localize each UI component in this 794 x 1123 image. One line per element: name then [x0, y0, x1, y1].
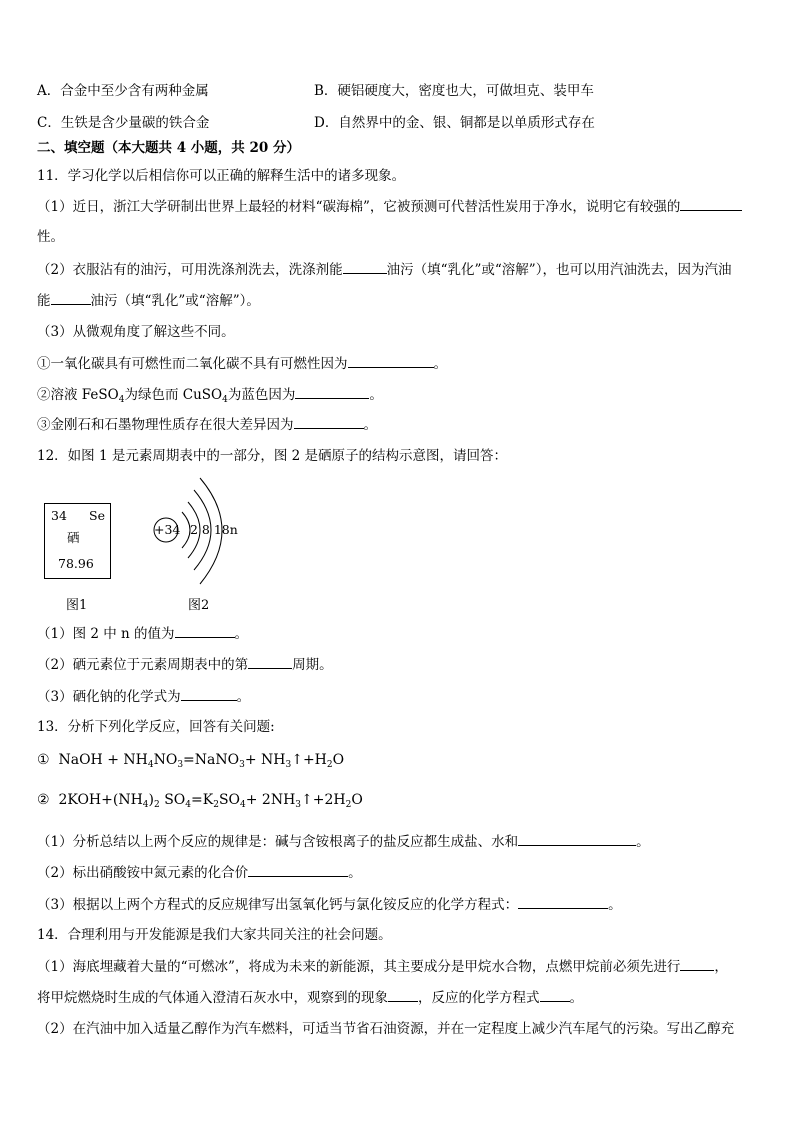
option-c: C．生铁是含少量碳的铁合金 — [37, 115, 210, 131]
eq-number: ② — [37, 792, 50, 808]
period: 。 — [636, 834, 650, 850]
eq-part: O — [332, 752, 345, 768]
eq-part: ↑+H — [291, 752, 327, 768]
q12-part3 — [37, 686, 250, 707]
subscript: 2 — [345, 800, 352, 810]
periodic-table-cell — [44, 503, 111, 579]
period: 。 — [234, 626, 249, 642]
eq-part: + 2NH — [245, 792, 296, 808]
q14-part1-text-c: ，反应的化学方程式 — [418, 990, 540, 1006]
atomic-number: 34 — [51, 508, 67, 523]
period: 。 — [363, 417, 377, 433]
equation-1 — [37, 752, 344, 770]
electron-shell-1 — [182, 512, 190, 548]
eq-number: ① — [37, 752, 50, 768]
q11-sub3-text: ③金刚石和石墨物理性质存在很大差异因为 — [37, 417, 294, 433]
option-a: A．合金中至少含有两种金属 — [37, 83, 209, 99]
q13-part2-text: （2）标出硝酸铵中氮元素的化合价 — [37, 865, 249, 881]
subscript: 3 — [295, 800, 302, 810]
q11-sub2 — [37, 384, 383, 410]
subscript: 4 — [185, 800, 191, 810]
answer-blank[interactable] — [248, 862, 348, 877]
eq-part: NO — [153, 752, 178, 768]
q11-sub3 — [37, 414, 377, 435]
answer-blank[interactable] — [248, 654, 292, 669]
answer-blank[interactable] — [295, 384, 369, 399]
q11-part2-text-c: 能 — [37, 293, 51, 309]
q13-stem: 13．分析下列化学反应，回答有关问题: — [37, 719, 275, 735]
q11-sub1 — [37, 353, 447, 374]
eq-part: SO — [218, 792, 241, 808]
q11-sub2-text-a: ②溶液 FeSO — [37, 387, 119, 403]
period: 。 — [433, 356, 447, 372]
q14-part1-text-b: 将甲烷燃烧时生成的气体通入澄清石灰水中，观察到的现象 — [37, 990, 388, 1006]
q11-sub1-text: ①一氧化碳具有可燃性而二氧化碳不具有可燃性因为 — [37, 356, 348, 372]
q11-part1 — [37, 196, 742, 217]
q11-part2-text-d: 油污（填“乳化”或“溶解”）。 — [90, 293, 260, 309]
q14-part1-cont — [37, 987, 583, 1008]
subscript: 2 — [154, 800, 160, 810]
eq-part: =NaNO — [183, 752, 240, 768]
period: 。 — [369, 387, 383, 403]
q11-sub2-text-c: 为蓝色因为 — [227, 387, 296, 403]
answer-blank[interactable] — [343, 259, 387, 274]
q12-part2-text-a: （2）硒元素位于元素周期表中的第 — [37, 657, 249, 673]
q12-part1 — [37, 623, 248, 644]
period: 。 — [569, 990, 583, 1006]
period: 。 — [348, 865, 362, 881]
subscript: 2 — [213, 800, 219, 810]
q12-stem: 12．如图 1 是元素周期表中的一部分，图 2 是硒原子的结构示意图，请回答： — [37, 448, 508, 464]
eq-part: NaOH + NH — [58, 752, 148, 768]
subscript: 3 — [177, 760, 184, 770]
q12-part2-text-b: 周期。 — [292, 657, 333, 673]
figure-2-caption: 图2 — [188, 598, 210, 613]
q14-part2: （2）在汽油中加入适量乙醇作为汽车燃料，可适当节省石油资源，并在一定程度上减少汽车尾气的污染。写出乙醇充 — [37, 1021, 735, 1037]
subscript: 2 — [326, 760, 333, 770]
answer-blank[interactable] — [175, 623, 235, 638]
q11-part3: （3）从微观角度了解这些不同。 — [37, 324, 235, 340]
q13-part1-text: （1）分析总结以上两个反应的规律是：碱与含铵根离子的盐反应都生成盐、水和 — [37, 834, 519, 850]
answer-blank[interactable] — [680, 196, 742, 211]
answer-blank[interactable] — [518, 894, 608, 909]
nucleus-charge: +34 — [154, 522, 181, 537]
subscript: 4 — [142, 800, 149, 810]
answer-blank[interactable] — [680, 956, 714, 971]
q11-stem: 11．学习化学以后相信你可以正确的解释生活中的诸多现象。 — [37, 168, 406, 184]
subscript: 3 — [239, 760, 245, 770]
q12-part3-text: （3）硒化钠的化学式为 — [37, 689, 181, 705]
q13-part3 — [37, 894, 622, 915]
period: 。 — [608, 897, 622, 913]
q14-part1-text-a: （1）海底埋藏着大量的“可燃冰”，将成为未来的新能源，其主要成分是甲烷水合物，点燃甲烷前必须先进行 — [37, 959, 681, 975]
q11-sub2-text-b: 为绿色而 CuSO — [124, 387, 223, 403]
eq-part: ↑+2H — [301, 792, 346, 808]
option-b: B．硬铝硬度大，密度也大，可做坦克、装甲车 — [314, 83, 594, 99]
q14-stem: 14．合理利用与开发能源是我们大家共同关注的社会问题。 — [37, 927, 392, 943]
answer-blank[interactable] — [348, 353, 434, 368]
q13-part1 — [37, 831, 650, 852]
eq-part: SO — [164, 792, 186, 808]
eq-part: + NH — [244, 752, 286, 768]
element-name: 硒 — [67, 530, 80, 545]
answer-blank[interactable] — [540, 987, 570, 1002]
electron-counts: 2 8 18n — [190, 522, 238, 537]
figure-1-caption: 图1 — [66, 598, 88, 613]
eq-part: O — [351, 792, 363, 808]
section-title: 二、填空题（本大题共 4 小题，共 20 分） — [37, 140, 300, 156]
answer-blank[interactable] — [181, 686, 237, 701]
q11-part2 — [37, 259, 731, 280]
subscript: 4 — [222, 395, 228, 405]
q11-part2-text-b: 油污（填“乳化”或“溶解”），也可以用汽油洗去，因为汽油 — [386, 262, 732, 278]
period: 。 — [236, 689, 251, 705]
element-symbol: Se — [89, 508, 105, 523]
atomic-mass: 78.96 — [58, 556, 94, 571]
q11-part1-end: 性。 — [37, 229, 64, 245]
q13-part3-text: （3）根据以上两个方程式的反应规律写出氢氧化钙与氯化铵反应的化学方程式： — [37, 897, 519, 913]
q11-part1-text: （1）近日，浙江大学研制出世界上最轻的材料“碳海棉”，它被预测可代替活性炭用于净水，说明它有较强的 — [37, 199, 681, 215]
eq-part: 2KOH+(NH — [58, 792, 143, 808]
comma: ， — [714, 959, 728, 975]
q13-part2 — [37, 862, 362, 883]
option-d: D．自然界中的金、银、铜都是以单质形式存在 — [314, 115, 595, 131]
equation-2 — [37, 792, 363, 810]
q14-part1 — [37, 956, 728, 977]
q12-part1-text: （1）图 2 中 n 的值为 — [37, 626, 175, 642]
q12-part2 — [37, 654, 333, 675]
subscript: 4 — [118, 395, 125, 405]
subscript: 4 — [147, 760, 154, 770]
q11-part2-text-a: （2）衣服沾有的油污，可用洗涤剂洗去，洗涤剂能 — [37, 262, 343, 278]
eq-part: =K — [191, 792, 214, 808]
answer-blank[interactable] — [518, 831, 636, 846]
answer-blank[interactable] — [388, 987, 418, 1002]
subscript: 3 — [285, 760, 292, 770]
answer-blank[interactable] — [294, 414, 364, 429]
subscript: 4 — [240, 800, 246, 810]
answer-blank[interactable] — [51, 290, 91, 305]
eq-part: ) — [148, 792, 154, 808]
q11-part2-cont — [37, 290, 260, 311]
